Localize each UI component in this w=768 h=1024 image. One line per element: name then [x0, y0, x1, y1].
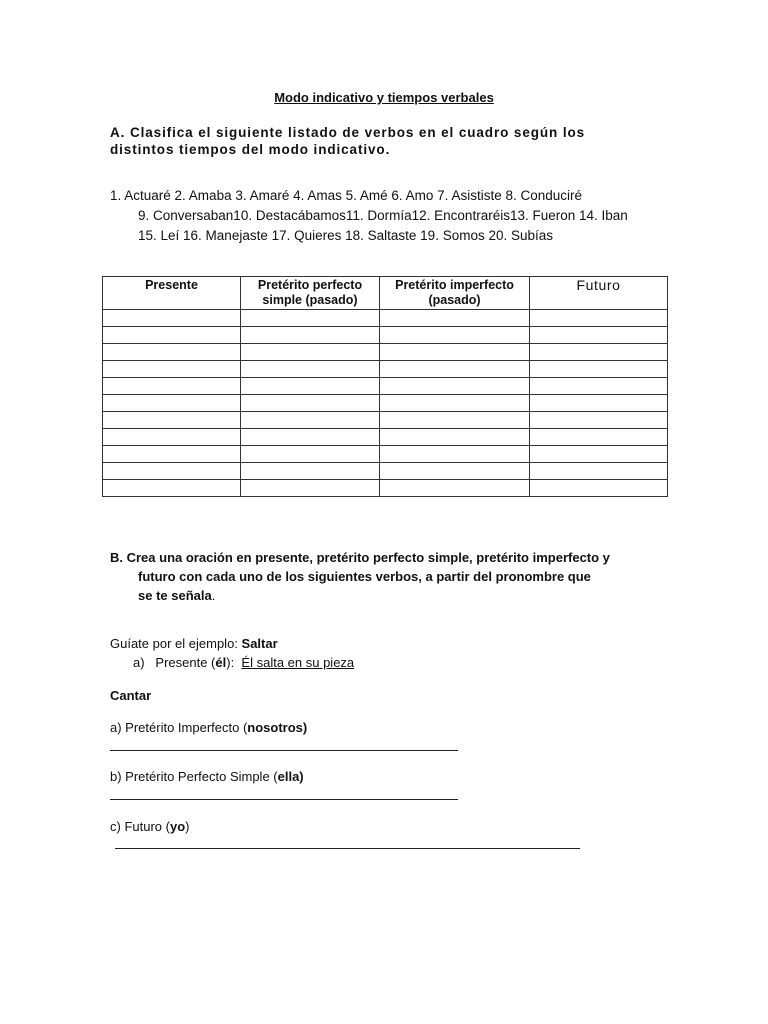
table-cell[interactable]: [530, 412, 668, 429]
section-b-instructions: [110, 548, 670, 605]
table-cell[interactable]: [241, 480, 380, 497]
table-row: [103, 327, 668, 344]
table-cell[interactable]: [241, 463, 380, 480]
answer-line-a[interactable]: [110, 750, 458, 751]
table-row: [103, 378, 668, 395]
table-cell[interactable]: [241, 429, 380, 446]
header-preterito-perfecto: Pretérito perfecto simple (pasado): [241, 277, 380, 310]
table-header-row: [103, 277, 668, 310]
table-row: [103, 446, 668, 463]
table-cell[interactable]: [380, 310, 530, 327]
exercise-item-c: c) Futuro (yo): [110, 819, 190, 834]
table-cell[interactable]: [103, 429, 241, 446]
verbs-list: [110, 186, 690, 246]
example-intro: Guíate por el ejemplo: Saltar: [110, 636, 278, 651]
table-cell[interactable]: [103, 446, 241, 463]
section-b-line-3: se te señala.: [138, 588, 216, 603]
table-cell[interactable]: [380, 395, 530, 412]
table-cell[interactable]: [380, 463, 530, 480]
table-cell[interactable]: [241, 446, 380, 463]
example-item: a) Presente (él): Él salta en su pieza: [133, 655, 355, 670]
table-cell[interactable]: [103, 463, 241, 480]
table-row: [103, 429, 668, 446]
example-verb: Saltar: [241, 636, 278, 651]
table-cell[interactable]: [530, 480, 668, 497]
table-row: [103, 463, 668, 480]
table-cell[interactable]: [103, 412, 241, 429]
table-cell[interactable]: [380, 344, 530, 361]
header-presente: Presente: [103, 277, 241, 310]
table-cell[interactable]: [103, 480, 241, 497]
table-cell[interactable]: [380, 378, 530, 395]
table-cell[interactable]: [530, 361, 668, 378]
table-cell[interactable]: [103, 310, 241, 327]
section-b-line-1: B. Crea una oración en presente, pretérito perfecto simple, pretérito imperfecto y: [110, 550, 610, 565]
table-cell[interactable]: [103, 327, 241, 344]
table-cell[interactable]: [103, 344, 241, 361]
answer-line-c[interactable]: [115, 848, 580, 849]
page-title: Modo indicativo y tiempos verbales: [274, 90, 494, 105]
table-cell[interactable]: [530, 344, 668, 361]
table-cell[interactable]: [380, 429, 530, 446]
table-cell[interactable]: [530, 463, 668, 480]
table-row: [103, 310, 668, 327]
table-cell[interactable]: [241, 395, 380, 412]
table-cell[interactable]: [241, 361, 380, 378]
table-cell[interactable]: [380, 361, 530, 378]
table-cell[interactable]: [380, 480, 530, 497]
table-cell[interactable]: [103, 361, 241, 378]
table-cell[interactable]: [241, 310, 380, 327]
verbs-list-line-2: 9. Conversaban10. Destacábamos11. Dormía12. Encontraréis13. Fueron 14. Iban: [138, 208, 628, 223]
section-a-line-2: distintos tiempos del modo indicativo.: [110, 142, 391, 157]
answer-line-b[interactable]: [110, 799, 458, 800]
verbs-list-line-1: 1. Actuaré 2. Amaba 3. Amaré 4. Amas 5. Amé 6. Amo 7. Asististe 8. Conduciré: [110, 188, 582, 203]
table-cell[interactable]: [380, 327, 530, 344]
table-row: [103, 361, 668, 378]
table-cell[interactable]: [530, 310, 668, 327]
table-cell[interactable]: [241, 344, 380, 361]
example-sentence: Él salta en su pieza: [241, 655, 355, 670]
header-preterito-imperfecto: Pretérito imperfecto (pasado): [380, 277, 530, 310]
table-cell[interactable]: [530, 378, 668, 395]
table-cell[interactable]: [241, 378, 380, 395]
section-a-line-1: A. Clasifica el siguiente listado de verbos en el cuadro según los: [110, 125, 586, 140]
section-a-instructions: [110, 124, 630, 158]
section-b-line-2: futuro con cada uno de los siguientes verbos, a partir del pronombre que: [138, 569, 591, 584]
exercise-item-a: a) Pretérito Imperfecto (nosotros): [110, 720, 308, 735]
table-cell[interactable]: [530, 327, 668, 344]
table-cell[interactable]: [530, 446, 668, 463]
header-futuro: Futuro: [530, 277, 668, 310]
table-row: [103, 395, 668, 412]
table-cell[interactable]: [380, 412, 530, 429]
table-cell[interactable]: [103, 395, 241, 412]
table-row: [103, 344, 668, 361]
table-row: [103, 480, 668, 497]
table-cell[interactable]: [530, 429, 668, 446]
table-cell[interactable]: [103, 378, 241, 395]
table-cell[interactable]: [241, 327, 380, 344]
classification-table: [102, 276, 668, 497]
table-cell[interactable]: [530, 395, 668, 412]
exercise-item-b: b) Pretérito Perfecto Simple (ella): [110, 769, 304, 784]
table-row: [103, 412, 668, 429]
table-cell[interactable]: [241, 412, 380, 429]
exercise-verb: Cantar: [110, 688, 152, 703]
table-cell[interactable]: [380, 446, 530, 463]
verbs-list-line-3: 15. Leí 16. Manejaste 17. Quieres 18. Saltaste 19. Somos 20. Subías: [138, 228, 554, 243]
